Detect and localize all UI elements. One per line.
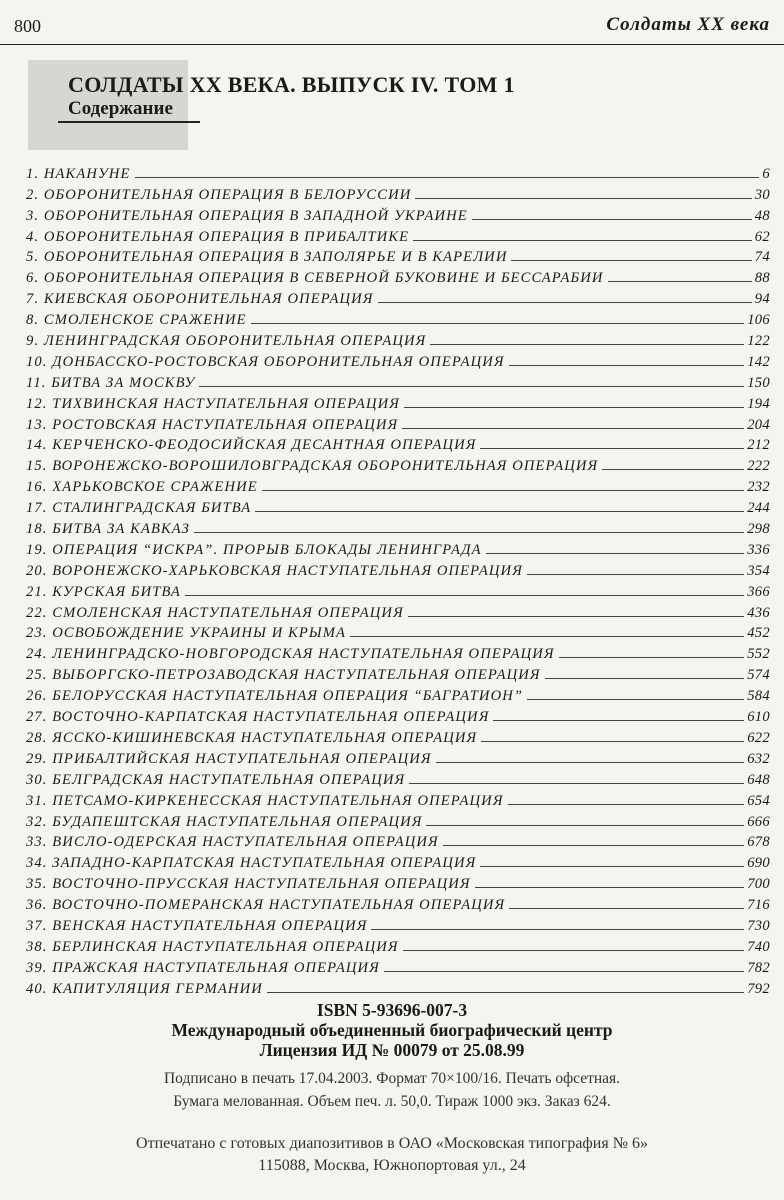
toc-entry-page: 74: [754, 249, 770, 266]
toc-entry-page: 452: [747, 625, 770, 642]
toc-leader-line: [371, 929, 744, 930]
toc-entry: [26, 204, 770, 225]
toc-entry-label: 35. ВОСТОЧНО-ПРУССКАЯ НАСТУПАТЕЛЬНАЯ ОПЕРАЦИЯ: [26, 876, 471, 893]
toc-leader-line: [384, 971, 744, 972]
toc-entry: [26, 580, 770, 601]
toc-leader-line: [486, 553, 745, 554]
toc-entry-page: 106: [747, 312, 770, 329]
toc-entry-page: 552: [747, 646, 770, 663]
toc-leader-line: [443, 845, 745, 846]
toc-entry: [26, 496, 770, 517]
toc-entry-label: 14. КЕРЧЕНСКО-ФЕОДОСИЙСКАЯ ДЕСАНТНАЯ ОПЕРАЦИЯ: [26, 437, 477, 454]
toc-entry: [26, 768, 770, 789]
toc-leader-line: [545, 678, 745, 679]
toc-entry-label: 16. ХАРЬКОВСКОЕ СРАЖЕНИЕ: [26, 479, 258, 496]
contents-heading: Содержание: [68, 98, 173, 119]
toc-entry: [26, 266, 770, 287]
toc-entry-label: 34. ЗАПАДНО-КАРПАТСКАЯ НАСТУПАТЕЛЬНАЯ ОПЕРАЦИЯ: [26, 855, 477, 872]
toc-entry: [26, 663, 770, 684]
printed-by: Отпечатано с готовых диапозитивов в ОАО «Московская типография № 6»: [136, 1135, 648, 1152]
toc-entry-page: 436: [747, 604, 770, 621]
toc-entry: [26, 183, 770, 204]
toc-entry-label: 6. ОБОРОНИТЕЛЬНАЯ ОПЕРАЦИЯ В СЕВЕРНОЙ БУКОВИНЕ И БЕССАРАБИИ: [26, 270, 604, 287]
isbn: ISBN 5-93696-007-3: [316, 1000, 468, 1020]
toc-leader-line: [602, 469, 744, 470]
toc-leader-line: [408, 616, 744, 617]
toc-entry-page: 88: [754, 270, 770, 287]
toc-entry-page: 666: [747, 813, 770, 830]
toc-leader-line: [527, 699, 744, 700]
toc-entry-page: 150: [747, 374, 770, 391]
toc-entry: [26, 308, 770, 329]
toc-entry-page: 204: [747, 416, 770, 433]
toc-entry-label: 38. БЕРЛИНСКАЯ НАСТУПАТЕЛЬНАЯ ОПЕРАЦИЯ: [26, 938, 399, 955]
toc-entry-label: 37. ВЕНСКАЯ НАСТУПАТЕЛЬНАЯ ОПЕРАЦИЯ: [26, 917, 368, 934]
toc-leader-line: [267, 992, 744, 993]
toc-leader-line: [404, 407, 744, 408]
toc-leader-line: [262, 490, 744, 491]
toc-leader-line: [475, 887, 745, 888]
toc-entry-label: 33. ВИСЛО-ОДЕРСКАЯ НАСТУПАТЕЛЬНАЯ ОПЕРАЦИЯ: [26, 834, 439, 851]
toc-leader-line: [413, 240, 752, 241]
toc-entry: [26, 977, 770, 998]
toc-leader-line: [350, 636, 744, 637]
toc-entry-page: 690: [747, 855, 770, 872]
toc-leader-line: [255, 511, 744, 512]
toc-entry-page: 782: [747, 959, 770, 976]
toc-entry: [26, 642, 770, 663]
toc-entry-label: 18. БИТВА ЗА КАВКАЗ: [26, 521, 190, 538]
toc-leader-line: [509, 365, 745, 366]
toc-leader-line: [415, 198, 751, 199]
toc-entry-page: 212: [747, 437, 770, 454]
toc-leader-line: [480, 866, 744, 867]
toc-entry-page: 142: [747, 353, 770, 370]
toc-entry: [26, 747, 770, 768]
toc-leader-line: [509, 908, 744, 909]
toc-entry: [26, 956, 770, 977]
toc-entry-label: 24. ЛЕНИНГРАДСКО-НОВГОРОДСКАЯ НАСТУПАТЕЛЬНАЯ ОПЕРАЦИЯ: [26, 646, 555, 663]
toc-leader-line: [409, 783, 744, 784]
toc-entry: [26, 705, 770, 726]
toc-entry-label: 29. ПРИБАЛТИЙСКАЯ НАСТУПАТЕЛЬНАЯ ОПЕРАЦИЯ: [26, 750, 432, 767]
toc-entry-page: 6: [762, 165, 770, 182]
toc-leader-line: [493, 720, 744, 721]
toc-entry-page: 622: [747, 729, 770, 746]
printer-address: 115088, Москва, Южнопортовая ул., 24: [258, 1157, 526, 1174]
toc-entry-label: 13. РОСТОВСКАЯ НАСТУПАТЕЛЬНАЯ ОПЕРАЦИЯ: [26, 416, 399, 433]
toc-entry: [26, 789, 770, 810]
toc-leader-line: [185, 595, 744, 596]
toc-entry-label: 15. ВОРОНЕЖСКО-ВОРОШИЛОВГРАДСКАЯ ОБОРОНИТЕЛЬНАЯ ОПЕРАЦИЯ: [26, 458, 599, 475]
table-of-contents: [26, 162, 770, 998]
toc-entry: [26, 831, 770, 852]
toc-leader-line: [472, 219, 752, 220]
toc-leader-line: [508, 804, 745, 805]
toc-entry: [26, 392, 770, 413]
toc-entry-page: 610: [747, 709, 770, 726]
toc-entry-page: 354: [747, 562, 770, 579]
toc-entry: [26, 225, 770, 246]
toc-entry-label: 27. ВОСТОЧНО-КАРПАТСКАЯ НАСТУПАТЕЛЬНАЯ ОПЕРАЦИЯ: [26, 709, 490, 726]
toc-entry-page: 94: [754, 291, 770, 308]
toc-entry: [26, 601, 770, 622]
toc-entry-label: 22. СМОЛЕНСКАЯ НАСТУПАТЕЛЬНАЯ ОПЕРАЦИЯ: [26, 604, 404, 621]
title-underline: [58, 121, 200, 123]
toc-entry: [26, 475, 770, 496]
toc-entry-label: 36. ВОСТОЧНО-ПОМЕРАНСКАЯ НАСТУПАТЕЛЬНАЯ ОПЕРАЦИЯ: [26, 897, 506, 914]
toc-entry: [26, 350, 770, 371]
toc-entry-page: 648: [747, 771, 770, 788]
toc-entry-page: 584: [747, 688, 770, 705]
toc-entry: [26, 329, 770, 350]
toc-entry-label: 21. КУРСКАЯ БИТВА: [26, 583, 181, 600]
toc-entry-page: 574: [747, 667, 770, 684]
toc-entry: [26, 538, 770, 559]
toc-leader-line: [511, 260, 751, 261]
toc-entry-page: 678: [747, 834, 770, 851]
toc-entry-label: 10. ДОНБАССКО-РОСТОВСКАЯ ОБОРОНИТЕЛЬНАЯ ОПЕРАЦИЯ: [26, 353, 505, 370]
toc-entry-label: 30. БЕЛГРАДСКАЯ НАСТУПАТЕЛЬНАЯ ОПЕРАЦИЯ: [26, 771, 406, 788]
toc-entry: [26, 371, 770, 392]
toc-leader-line: [481, 741, 744, 742]
toc-entry-label: 39. ПРАЖСКАЯ НАСТУПАТЕЛЬНАЯ ОПЕРАЦИЯ: [26, 959, 380, 976]
toc-entry: [26, 559, 770, 580]
toc-entry: [26, 872, 770, 893]
toc-entry-page: 30: [754, 186, 770, 203]
toc-entry-label: 32. БУДАПЕШТСКАЯ НАСТУПАТЕЛЬНАЯ ОПЕРАЦИЯ: [26, 813, 423, 830]
license: Лицензия ИД № 00079 от 25.08.99: [259, 1040, 525, 1060]
toc-leader-line: [199, 386, 744, 387]
toc-entry-label: 11. БИТВА ЗА МОСКВУ: [26, 374, 196, 391]
toc-entry-label: 23. ОСВОБОЖДЕНИЕ УКРАИНЫ И КРЫМА: [26, 625, 347, 642]
toc-entry-label: 8. СМОЛЕНСКОЕ СРАЖЕНИЕ: [26, 312, 247, 329]
toc-leader-line: [426, 825, 744, 826]
toc-entry-page: 716: [747, 897, 770, 914]
toc-entry: [26, 810, 770, 831]
toc-entry-page: 792: [747, 980, 770, 997]
toc-entry-page: 244: [747, 500, 770, 517]
print-info: Подписано в печать 17.04.2003. Формат 70×100/16. Печать офсетная.: [163, 1070, 621, 1087]
toc-entry: [26, 517, 770, 538]
toc-entry-label: 4. ОБОРОНИТЕЛЬНАЯ ОПЕРАЦИЯ В ПРИБАЛТИКЕ: [26, 228, 410, 245]
toc-entry: [26, 454, 770, 475]
toc-entry-page: 366: [747, 583, 770, 600]
toc-entry-page: 336: [747, 541, 770, 558]
toc-leader-line: [402, 428, 744, 429]
toc-entry-label: 5. ОБОРОНИТЕЛЬНАЯ ОПЕРАЦИЯ В ЗАПОЛЯРЬЕ И В КАРЕЛИИ: [26, 249, 508, 266]
toc-entry-label: 40. КАПИТУЛЯЦИЯ ГЕРМАНИИ: [26, 980, 263, 997]
toc-entry: [26, 893, 770, 914]
toc-entry-page: 122: [747, 333, 770, 350]
toc-entry-page: 730: [747, 917, 770, 934]
toc-entry: [26, 434, 770, 455]
toc-entry-page: 740: [747, 938, 770, 955]
toc-entry-label: 1. НАКАНУНЕ: [26, 165, 131, 182]
toc-entry: [26, 287, 770, 308]
running-title: Солдаты XX века: [606, 14, 770, 35]
toc-leader-line: [480, 448, 744, 449]
toc-entry-label: 17. СТАЛИНГРАДСКАЯ БИТВА: [26, 500, 252, 517]
toc-entry-page: 194: [747, 395, 770, 412]
toc-entry-page: 298: [747, 521, 770, 538]
toc-entry-label: 12. ТИХВИНСКАЯ НАСТУПАТЕЛЬНАЯ ОПЕРАЦИЯ: [26, 395, 400, 412]
toc-entry: [26, 914, 770, 935]
toc-entry: [26, 851, 770, 872]
toc-entry-page: 62: [754, 228, 770, 245]
toc-entry-label: 9. ЛЕНИНГРАДСКАЯ ОБОРОНИТЕЛЬНАЯ ОПЕРАЦИЯ: [26, 333, 427, 350]
toc-leader-line: [135, 177, 760, 178]
toc-entry-page: 632: [747, 750, 770, 767]
toc-entry: [26, 935, 770, 956]
publisher: Международный объединенный биографический центр: [171, 1020, 613, 1040]
toc-entry-label: 7. КИЕВСКАЯ ОБОРОНИТЕЛЬНАЯ ОПЕРАЦИЯ: [26, 291, 374, 308]
toc-leader-line: [378, 302, 752, 303]
toc-entry: [26, 684, 770, 705]
toc-entry-label: 20. ВОРОНЕЖСКО-ХАРЬКОВСКАЯ НАСТУПАТЕЛЬНАЯ ОПЕРАЦИЯ: [26, 562, 523, 579]
toc-entry-label: 28. ЯССКО-КИШИНЕВСКАЯ НАСТУПАТЕЛЬНАЯ ОПЕРАЦИЯ: [26, 729, 478, 746]
toc-leader-line: [430, 344, 744, 345]
running-head: [0, 0, 784, 45]
toc-entry: [26, 726, 770, 747]
book-title: СОЛДАТЫ XX ВЕКА. ВЫПУСК IV. ТОМ 1: [68, 72, 515, 97]
toc-entry-label: 19. ОПЕРАЦИЯ “ИСКРА”. ПРОРЫВ БЛОКАДЫ ЛЕНИНГРАДА: [26, 541, 482, 558]
toc-leader-line: [251, 323, 745, 324]
toc-entry: [26, 413, 770, 434]
toc-leader-line: [527, 574, 744, 575]
toc-leader-line: [436, 762, 745, 763]
toc-entry: [26, 622, 770, 643]
toc-entry-page: 48: [754, 207, 770, 224]
toc-leader-line: [403, 950, 745, 951]
paper-info: Бумага мелованная. Объем печ. л. 50,0. Тираж 1000 экз. Заказ 624.: [173, 1093, 611, 1110]
toc-entry-label: 2. ОБОРОНИТЕЛЬНАЯ ОПЕРАЦИЯ В БЕЛОРУССИИ: [26, 186, 412, 203]
toc-entry-page: 654: [747, 792, 770, 809]
toc-leader-line: [608, 281, 752, 282]
toc-leader-line: [194, 532, 744, 533]
toc-entry-label: 31. ПЕТСАМО-КИРКЕНЕССКАЯ НАСТУПАТЕЛЬНАЯ ОПЕРАЦИЯ: [26, 792, 504, 809]
toc-entry-page: 222: [747, 458, 770, 475]
page-number: 800: [14, 16, 41, 36]
toc-entry-page: 232: [747, 479, 770, 496]
toc-entry-label: 26. БЕЛОРУССКАЯ НАСТУПАТЕЛЬНАЯ ОПЕРАЦИЯ “БАГРАТИОН”: [26, 688, 524, 705]
toc-entry-page: 700: [747, 876, 770, 893]
toc-entry: [26, 246, 770, 267]
toc-entry-label: 3. ОБОРОНИТЕЛЬНАЯ ОПЕРАЦИЯ В ЗАПАДНОЙ УКРАИНЕ: [26, 207, 468, 224]
toc-entry: [26, 162, 770, 183]
toc-leader-line: [559, 657, 745, 658]
toc-entry-label: 25. ВЫБОРГСКО-ПЕТРОЗАВОДСКАЯ НАСТУПАТЕЛЬНАЯ ОПЕРАЦИЯ: [26, 667, 541, 684]
